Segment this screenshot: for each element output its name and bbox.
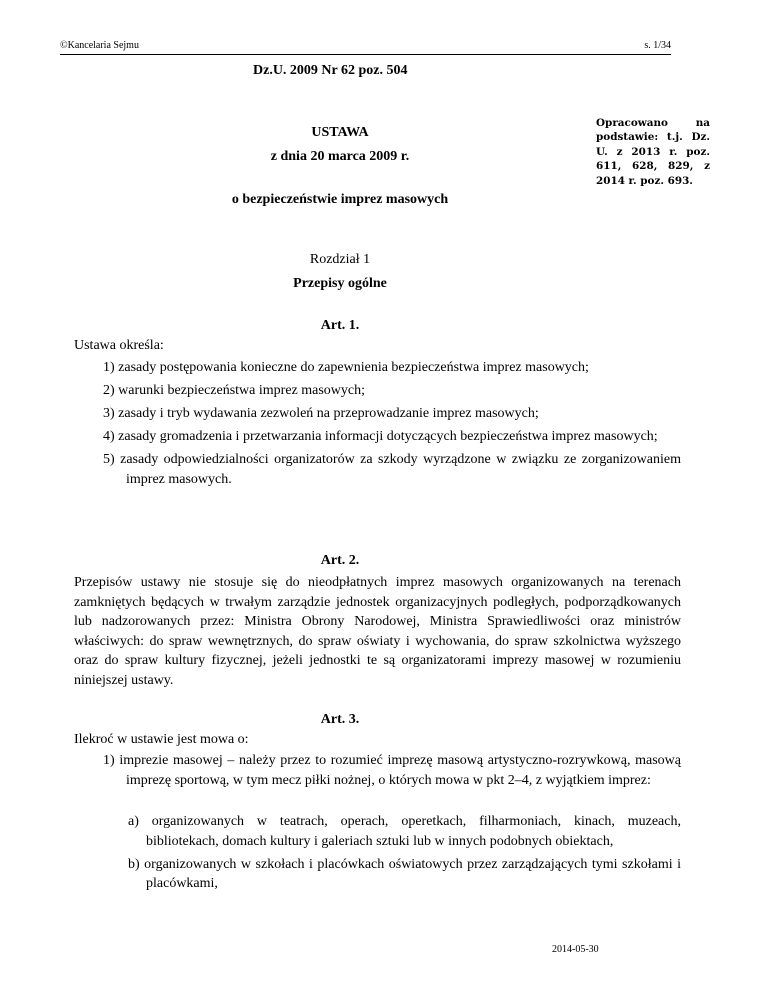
list-item: 2) warunki bezpieczeństwa imprez masowych; xyxy=(103,383,366,398)
art3-heading: Art. 3. xyxy=(320,712,360,727)
list-item: 3) zasady i tryb wydawania zezwoleń na przeprowadzanie imprez masowych; xyxy=(103,406,539,421)
list-item: 1) zasady postępowania konieczne do zapewnienia bezpieczeństwa imprez masowych; xyxy=(103,360,589,375)
chapter-number: Rozdział 1 xyxy=(309,252,371,267)
act-date: z dnia 20 marca 2009 r. xyxy=(270,149,410,164)
art1-heading: Art. 1. xyxy=(320,318,360,333)
act-type: USTAWA xyxy=(311,125,369,140)
list-item: 1) imprezie masowej – należy przez to rozumieć imprezę masową artystyczno-rozrywkową, masową imprezę sportową, w tym mecz piłki nożnej, o których mowa w pkt 2–4, z wyjątkiem imprez: xyxy=(103,753,681,788)
chapter-title: Przepisy ogólne xyxy=(293,276,387,291)
header-divider xyxy=(60,54,671,55)
footer-date: 2014-05-30 xyxy=(552,944,599,955)
art3-sublist xyxy=(128,812,681,897)
list-item: a) organizowanych w teatrach, operach, operetkach, filharmoniach, kinach, muzeach, bibliotekach, domach kultury i galeriach sztuki lub w innych podobnych obiektach, xyxy=(128,814,681,849)
list-item: 4) zasady gromadzenia i przetwarzania informacji dotyczących bezpieczeństwa imprez masowych; xyxy=(103,429,658,444)
art2-heading: Art. 2. xyxy=(320,553,360,568)
header-publisher: ©Kancelaria Sejmu xyxy=(60,40,139,51)
art1-list xyxy=(103,358,681,493)
act-title: o bezpieczeństwie imprez masowych xyxy=(231,192,449,207)
art3-intro: Ilekroć w ustawie jest mowa o: xyxy=(74,732,249,747)
consolidation-note: Opracowano na podstawie: t.j. Dz. U. z 2013 r. poz. 611, 628, 829, z 2014 r. poz. 693. xyxy=(596,117,710,187)
art1-intro: Ustawa określa: xyxy=(74,338,164,353)
journal-reference: Dz.U. 2009 Nr 62 poz. 504 xyxy=(253,63,408,78)
art3-list xyxy=(103,751,681,794)
list-item: 5) zasady odpowiedzialności organizatorów za szkody wyrządzone w związku ze zorganizowaniem imprez masowych. xyxy=(103,452,681,487)
art2-text: Przepisów ustawy nie stosuje się do nieodpłatnych imprez masowych organizowanych na terenach zamkniętych będących w trwałym zarządzie jednostek organizacyjnych podległych, podporządkowanych lub nadzorowanych przez: Ministra Obrony Narodowej, Ministra Sprawiedliwości oraz ministrów właściwych: do spraw wewnętrznych, do spraw oświaty i wychowania, do spraw szkolnictwa wyższego oraz do spraw kultury fizycznej, jeżeli jednostki te są organizatorami imprezy masowej w rozumieniu niniejszej ustawy. xyxy=(74,575,681,688)
page-number: s. 1/34 xyxy=(644,40,671,51)
list-item: b) organizowanych w szkołach i placówkach oświatowych przez zarządzających tymi szkołami i placówkami, xyxy=(128,856,681,891)
